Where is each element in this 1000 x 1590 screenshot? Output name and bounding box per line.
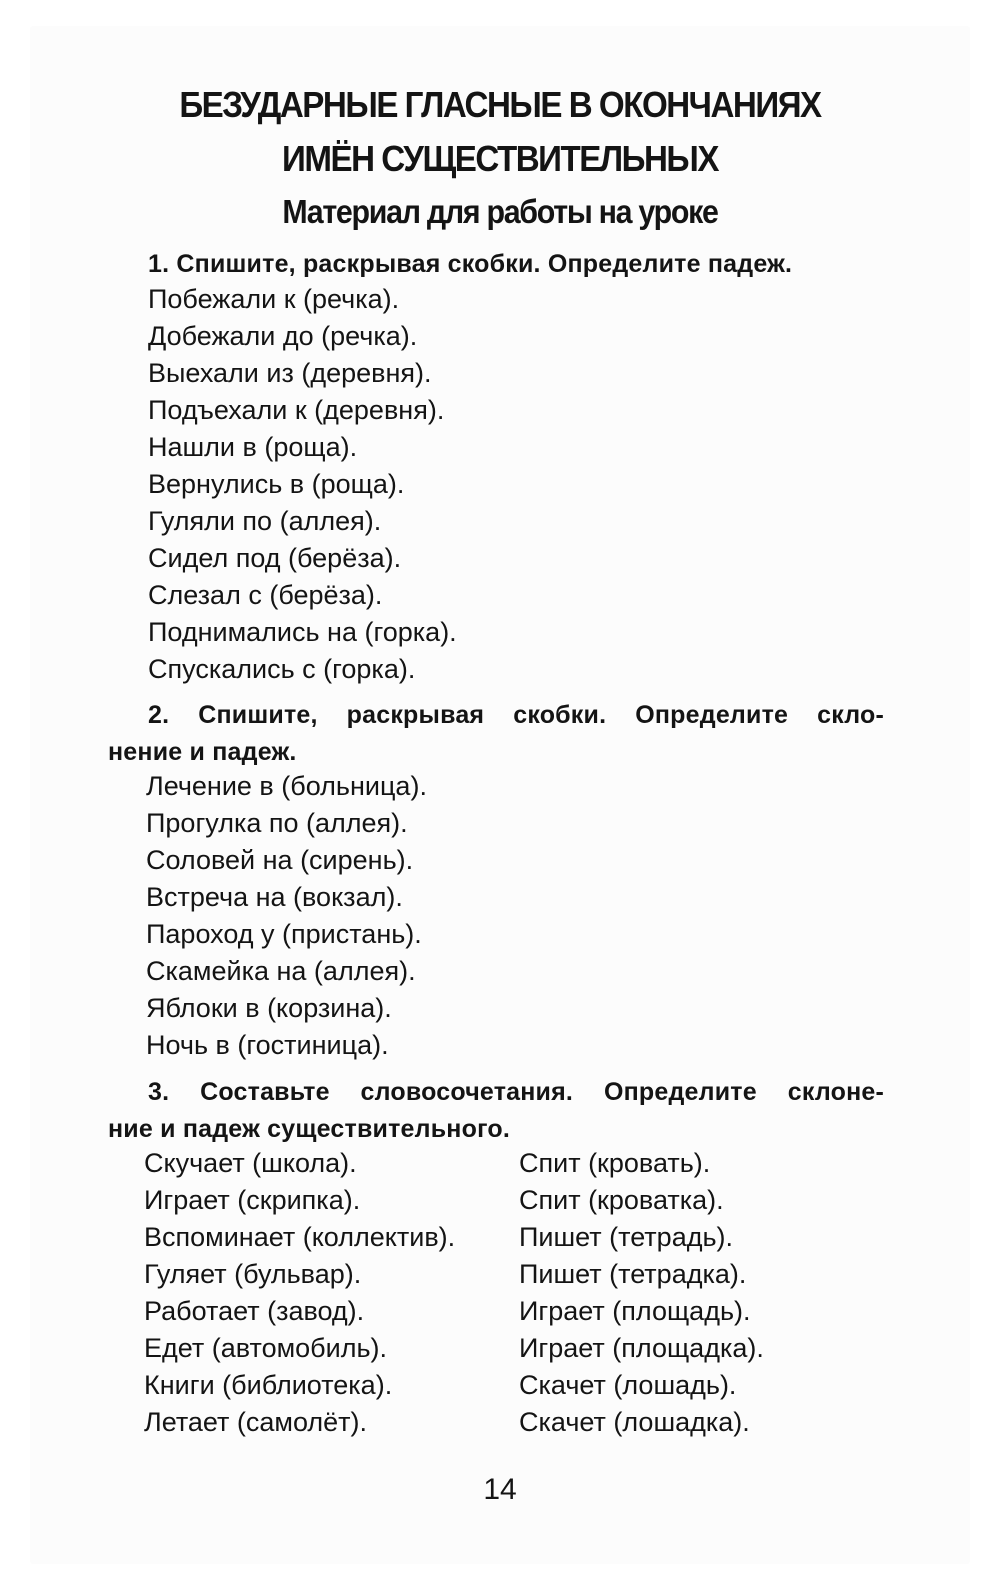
exercise-line-left: Едет (автомобиль). [144,1333,388,1363]
task-2-heading-line-2: нение и падеж. [108,738,297,766]
exercise-line: Подъехали к (деревня). [148,395,445,425]
exercise-line: Лечение в (больница). [146,771,427,801]
exercise-line: Слезал с (берёза). [148,580,383,610]
exercise-line: Яблоки в (корзина). [146,993,392,1023]
task-2-heading-line-1 [108,697,884,734]
exercise-line: Вернулись в (роща). [148,469,405,499]
exercise-line: Нашли в (роща). [148,432,358,462]
exercise-line: Добежали до (речка). [148,321,418,351]
page-subtitle: Материал для работы на уроке [282,193,718,230]
exercise-line: Спускались с (горка). [148,654,416,684]
exercise-line-left: Работает (завод). [144,1296,365,1326]
exercise-line: Встреча на (вокзал). [146,882,403,912]
exercise-line-left: Гуляет (бульвар). [144,1259,362,1289]
task-3-heading-line-2: ние и падеж существительного. [108,1115,510,1143]
exercise-line: Гуляли по (аллея). [148,506,382,536]
exercise-line: Поднимались на (горка). [148,617,457,647]
exercise-line-right: Спит (кроватка). [519,1185,724,1215]
exercise-line: Выехали из (деревня). [148,358,432,388]
exercise-line-left: Вспоминает (коллектив). [144,1222,456,1252]
exercise-line: Пароход у (пристань). [146,919,422,949]
exercise-line: Соловей на (сирень). [146,845,414,875]
task-2-heading-text: 2. Спишите, раскрывая скобки. Определите скло- [148,701,884,729]
exercise-line-right: Скачет (лошадь). [519,1370,737,1400]
exercise-line-left: Летает (самолёт). [144,1407,368,1437]
exercise-line: Скамейка на (аллея). [146,956,416,986]
exercise-line-right: Спит (кровать). [519,1148,711,1178]
exercise-line-right: Пишет (тетрадь). [519,1222,734,1252]
exercise-line-right: Скачет (лошадка). [519,1407,750,1437]
exercise-line-left: Скучает (школа). [144,1148,357,1178]
page-title-line-2: ИМЁН СУЩЕСТВИТЕЛЬНЫХ [281,138,718,179]
page-title-line-1: БЕЗУДАРНЫЕ ГЛАСНЫЕ В ОКОНЧАНИЯХ [179,84,821,125]
task-3-heading-text: 3. Составьте словосочетания. Определите склоне- [148,1078,884,1106]
exercise-line-right: Играет (площадь). [519,1296,751,1326]
task-1-heading: 1. Спишите, раскрывая скобки. Определите падеж. [148,250,793,278]
exercise-line: Ночь в (гостиница). [146,1030,389,1060]
exercise-line-left: Играет (скрипка). [144,1185,361,1215]
task-3-heading-line-1 [108,1074,884,1111]
exercise-line-right: Пишет (тетрадка). [519,1259,747,1289]
exercise-line: Побежали к (речка). [148,284,400,314]
exercise-line-left: Книги (библиотека). [144,1370,393,1400]
exercise-line: Прогулка по (аллея). [146,808,408,838]
page-number: 14 [483,1473,517,1506]
exercise-line-right: Играет (площадка). [519,1333,764,1363]
exercise-line: Сидел под (берёза). [148,543,402,573]
